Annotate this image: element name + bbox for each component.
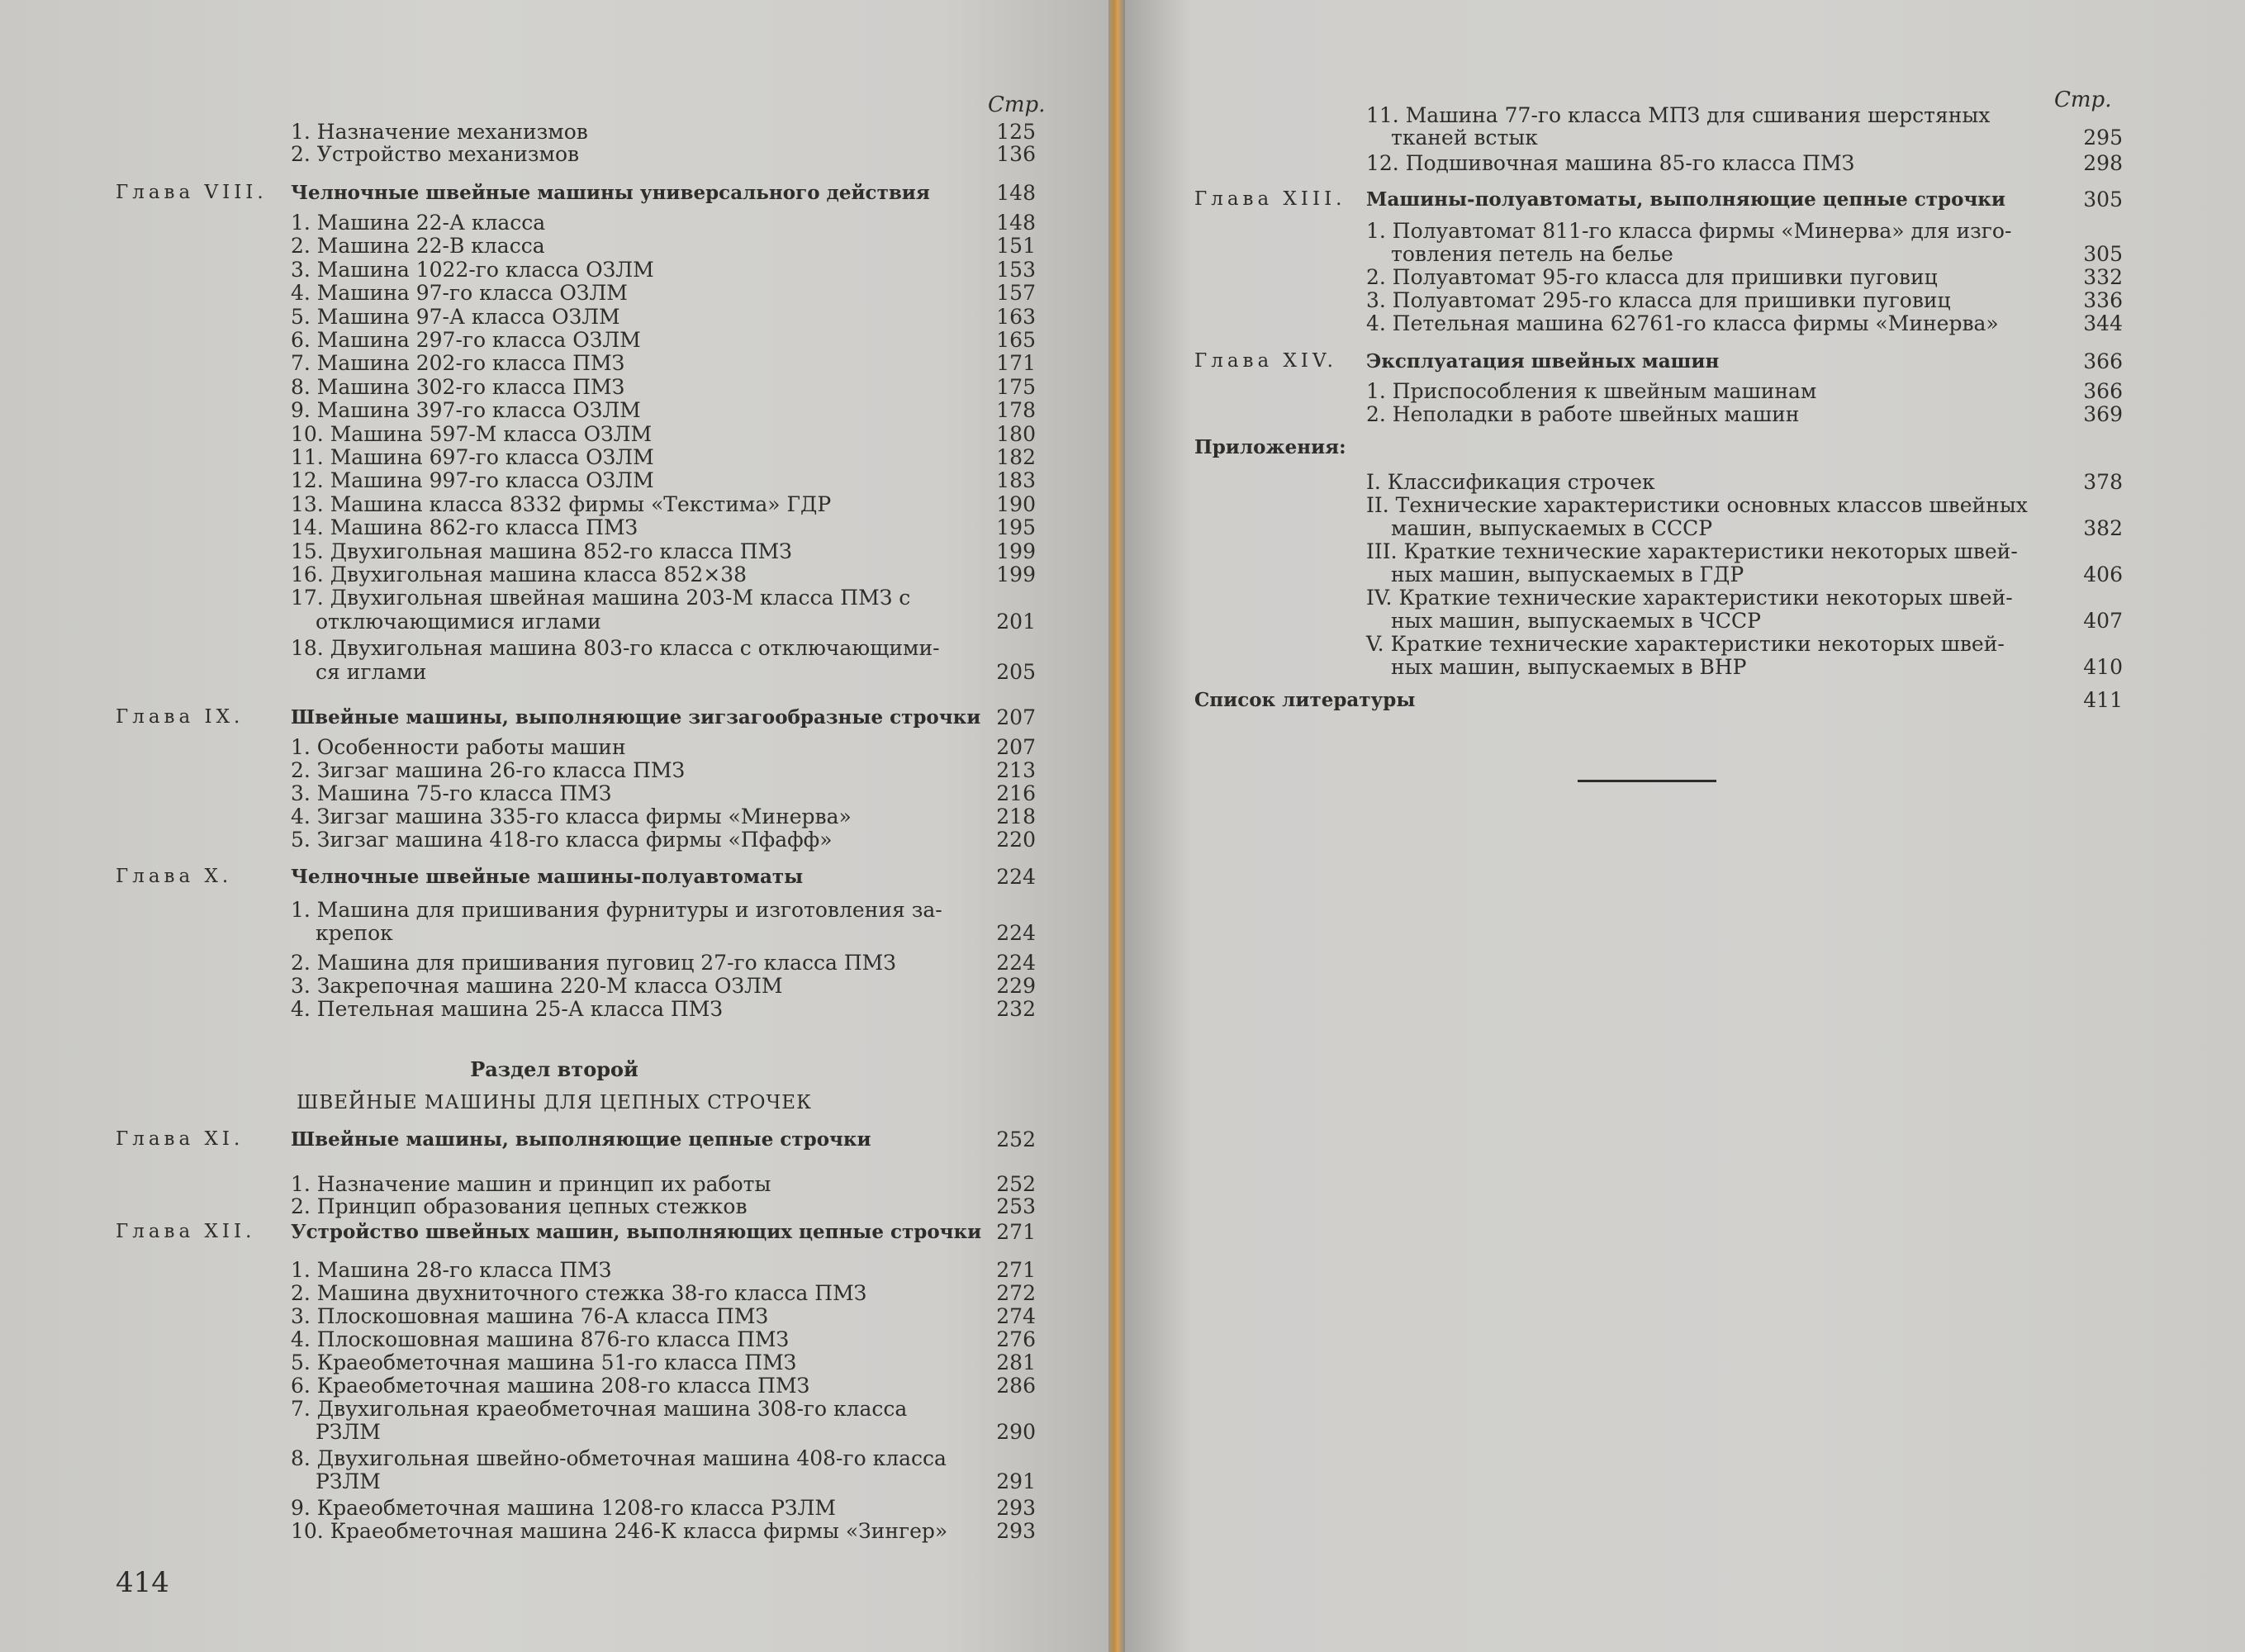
page-ref: 271 (996, 1220, 1036, 1244)
chapter-label: Глава VIII. (116, 182, 268, 203)
entry-title: 1. Приспособления к швейным машинам (1366, 379, 1817, 403)
page-ref: 332 (2083, 265, 2123, 289)
page-ref: 271 (996, 1258, 1036, 1282)
entry-title-cont: крепок (316, 921, 393, 945)
page-ref: 298 (2083, 151, 2123, 175)
page-ref: 382 (2083, 516, 2123, 540)
chapter-label: Глава XIV. (1194, 350, 1337, 372)
page-ref: 165 (996, 328, 1036, 352)
appendix-title: Приложения: (1194, 436, 1346, 458)
entry-title: 2. Принцип образования цепных стежков (291, 1194, 748, 1218)
page-ref: 218 (996, 805, 1036, 828)
page-ref: 252 (996, 1127, 1036, 1151)
entry-title: 17. Двухигольная швейная машина 203-М класса ПМЗ с (291, 586, 911, 610)
entry-title: 4. Машина 97-го класса ОЗЛМ (291, 281, 628, 306)
page-ref: 151 (996, 234, 1036, 259)
left-page (0, 0, 1108, 1652)
chapter-title: Швейные машины, выполняющие цепные строчки (291, 1128, 871, 1151)
entry-title: 8. Двухигольная швейно-обметочная машина 408-го класса (291, 1446, 947, 1470)
page-column-header: Стр. (988, 93, 1046, 117)
entry-title: 6. Краеобметочная машина 208-го класса ПМЗ (291, 1374, 810, 1398)
page-ref: 290 (996, 1420, 1036, 1444)
page-ref: 175 (996, 374, 1036, 399)
page-ref: 224 (996, 921, 1036, 945)
chapter-title: Машины-полуавтоматы, выполняющие цепные строчки (1366, 188, 2005, 211)
entry-title: 5. Машина 97-А класса ОЗЛМ (291, 304, 620, 329)
entry-title-cont: ся иглами (316, 659, 427, 684)
entry-title: 12. Машина 997-го класса ОЗЛМ (291, 468, 654, 493)
page-ref: 286 (996, 1374, 1036, 1398)
page-ref: 406 (2083, 563, 2123, 586)
chapter-title: Челночные швейные машины-полуавтоматы (291, 866, 804, 888)
page-ref: 293 (996, 1496, 1036, 1520)
entry-title: 5. Краеобметочная машина 51-го класса ПМЗ (291, 1351, 797, 1374)
entry-title: 4. Петельная машина 62761-го класса фирмы «Минерва» (1366, 311, 1999, 335)
end-rule (1578, 780, 1716, 782)
entry-title-cont: ных машин, выпускаемых в ГДР (1391, 563, 1744, 586)
entry-title-cont: отключающимися иглами (316, 609, 601, 634)
page-column-header: Стр. (2054, 88, 2112, 112)
entry-title: 18. Двухигольная машина 803-го класса с отключающими- (291, 636, 940, 661)
entry-title: 1. Полуавтомат 811-го класса фирмы «Минерва» для изго- (1366, 219, 2012, 243)
entry-title: IV. Краткие технические характеристики некоторых швей- (1366, 586, 2013, 610)
entry-title-cont: РЗЛМ (316, 1420, 381, 1444)
entry-title: 13. Машина класса 8332 фирмы «Текстима» ГДР (291, 491, 832, 516)
chapter-label: Глава XI. (116, 1128, 244, 1150)
page-ref: 224 (996, 951, 1036, 975)
entry-title: 8. Машина 302-го класса ПМЗ (291, 374, 625, 399)
page-ref: 336 (2083, 288, 2123, 312)
entry-title-cont: товления петель на белье (1391, 242, 1673, 266)
entry-title-cont: тканей встык (1391, 126, 1538, 150)
entry-title: 1. Машина 22-А класса (291, 211, 546, 235)
entry-title: 12. Подшивочная машина 85-го класса ПМЗ (1366, 151, 1855, 175)
entry-title-cont: ных машин, выпускаемых в ВНР (1391, 655, 1747, 679)
page-ref: 190 (996, 491, 1036, 516)
page-ref: 220 (996, 828, 1036, 852)
entry-title: 14. Машина 862-го класса ПМЗ (291, 515, 638, 540)
page-ref: 195 (996, 515, 1036, 540)
page-ref: 291 (996, 1469, 1036, 1493)
chapter-label: Глава IX. (116, 706, 244, 728)
page-ref: 125 (996, 120, 1036, 144)
page-ref: 216 (996, 781, 1036, 805)
page-ref: 199 (996, 563, 1036, 586)
page-ref: 281 (996, 1351, 1036, 1374)
entry-title: 1. Машина 28-го класса ПМЗ (291, 1258, 612, 1282)
page-ref: 366 (2083, 379, 2123, 403)
entry-title: 2. Неполадки в работе швейных машин (1366, 402, 1800, 426)
entry-title: 15. Двухигольная машина 852-го класса ПМЗ (291, 539, 792, 563)
page-ref: 305 (2083, 188, 2123, 211)
entry-title: 1. Назначение машин и принцип их работы (291, 1172, 771, 1196)
entry-title: 2. Машина для пришивания пуговиц 27-го класса ПМЗ (291, 951, 896, 975)
page-ref: 201 (996, 609, 1036, 634)
entry-title: 2. Полуавтомат 95-го класса для пришивки пуговиц (1366, 265, 1938, 289)
entry-title: 11. Машина 77-го класса МПЗ для сшивания шерстяных (1366, 103, 1991, 127)
page-ref: 229 (996, 974, 1036, 998)
page-ref: 344 (2083, 311, 2123, 335)
page-ref: 163 (996, 304, 1036, 329)
entry-title: 6. Машина 297-го класса ОЗЛМ (291, 328, 641, 352)
page-ref: 293 (996, 1519, 1036, 1543)
book-gutter (1108, 0, 1125, 1652)
entry-title: I. Классификация строчек (1366, 470, 1655, 494)
entry-title: III. Краткие технические характеристики некоторых швей- (1366, 539, 2018, 563)
page-ref: 253 (996, 1194, 1036, 1218)
page-ref: 411 (2083, 688, 2123, 712)
page-ref: 274 (996, 1304, 1036, 1328)
section-title: Раздел второй (470, 1057, 638, 1081)
entry-title: 7. Машина 202-го класса ПМЗ (291, 351, 625, 376)
page-ref: 213 (996, 758, 1036, 782)
entry-title: 9. Краеобметочная машина 1208-го класса РЗЛМ (291, 1496, 836, 1520)
entry-title: V. Краткие технические характеристики некоторых швей- (1366, 632, 2005, 656)
page-ref: 180 (996, 421, 1036, 446)
page-ref: 153 (996, 257, 1036, 282)
entry-title: 2. Машина 22-В класса (291, 234, 545, 259)
entry-title: 3. Машина 1022-го класса ОЗЛМ (291, 257, 654, 282)
entry-title: 9. Машина 397-го класса ОЗЛМ (291, 398, 641, 423)
page-ref: 157 (996, 281, 1036, 306)
entry-title: 3. Плоскошовная машина 76-А класса ПМЗ (291, 1304, 769, 1328)
chapter-title: Эксплуатация швейных машин (1366, 350, 1720, 373)
entry-title: 1. Назначение механизмов (291, 120, 588, 144)
page-ref: 199 (996, 539, 1036, 563)
page-ref: 407 (2083, 609, 2123, 633)
entry-title: 3. Машина 75-го класса ПМЗ (291, 781, 612, 805)
entry-title: 1. Особенности работы машин (291, 735, 626, 759)
chapter-label: Глава X. (116, 866, 233, 887)
page-ref: 171 (996, 351, 1036, 376)
entry-title: 2. Зигзаг машина 26-го класса ПМЗ (291, 758, 686, 782)
page-ref: 276 (996, 1327, 1036, 1351)
page-ref: 369 (2083, 402, 2123, 426)
chapter-title: Челночные швейные машины универсального действия (291, 182, 930, 204)
chapter-title: Устройство швейных машин, выполняющих цепные строчки (291, 1221, 982, 1243)
entry-title: 4. Зигзаг машина 335-го класса фирмы «Минерва» (291, 805, 852, 828)
page-ref: 272 (996, 1281, 1036, 1305)
literature-title: Список литературы (1194, 689, 1416, 711)
chapter-label: Глава XII. (116, 1221, 256, 1242)
page-ref: 305 (2083, 242, 2123, 266)
page-ref: 295 (2083, 126, 2123, 150)
page-ref: 252 (996, 1172, 1036, 1196)
chapter-label: Глава XIII. (1194, 188, 1346, 210)
chapter-title: Швейные машины, выполняющие зигзагообразные строчки (291, 706, 981, 729)
entry-title: 10. Краеобметочная машина 246-К класса фирмы «Зингер» (291, 1519, 948, 1543)
section-subtitle: ШВЕЙНЫЕ МАШИНЫ ДЛЯ ЦЕПНЫХ СТРОЧЕК (297, 1092, 812, 1113)
page-number: 414 (116, 1566, 169, 1599)
entry-title: 16. Двухигольная машина класса 852×38 (291, 563, 748, 586)
entry-title: 11. Машина 697-го класса ОЗЛМ (291, 445, 654, 469)
entry-title: 3. Полуавтомат 295-го класса для пришивки пуговиц (1366, 288, 1951, 312)
page-ref: 183 (996, 468, 1036, 493)
right-page (1125, 0, 2245, 1652)
page-ref: 178 (996, 398, 1036, 423)
entry-title: 3. Закрепочная машина 220-М класса ОЗЛМ (291, 974, 783, 998)
page-ref: 182 (996, 445, 1036, 469)
page-ref: 232 (996, 997, 1036, 1021)
page-ref: 378 (2083, 470, 2123, 494)
page-ref: 207 (996, 705, 1036, 729)
entry-title: 1. Машина для пришивания фурнитуры и изготовления за- (291, 898, 942, 922)
page-ref: 366 (2083, 349, 2123, 373)
entry-title: 4. Петельная машина 25-А класса ПМЗ (291, 997, 723, 1021)
page-ref: 410 (2083, 655, 2123, 679)
entry-title-cont: РЗЛМ (316, 1469, 381, 1493)
page-ref: 148 (996, 211, 1036, 235)
entry-title-cont: ных машин, выпускаемых в ЧССР (1391, 609, 1761, 633)
entry-title: 7. Двухигольная краеобметочная машина 308-го класса (291, 1397, 908, 1421)
entry-title: 5. Зигзаг машина 418-го класса фирмы «Пфафф» (291, 828, 833, 852)
page-ref: 205 (996, 659, 1036, 684)
page-ref: 207 (996, 735, 1036, 759)
entry-title: II. Технические характеристики основных классов швейных (1366, 493, 2028, 517)
entry-title: 2. Устройство механизмов (291, 142, 580, 167)
entry-title: 4. Плоскошовная машина 876-го класса ПМЗ (291, 1327, 790, 1351)
page-ref: 148 (996, 181, 1036, 205)
page-ref: 224 (996, 865, 1036, 889)
entry-title: 10. Машина 597-М класса ОЗЛМ (291, 421, 653, 446)
entry-title: 2. Машина двухниточного стежка 38-го класса ПМЗ (291, 1281, 867, 1305)
entry-title-cont: машин, выпускаемых в СССР (1391, 516, 1713, 540)
page-ref: 136 (996, 142, 1036, 167)
